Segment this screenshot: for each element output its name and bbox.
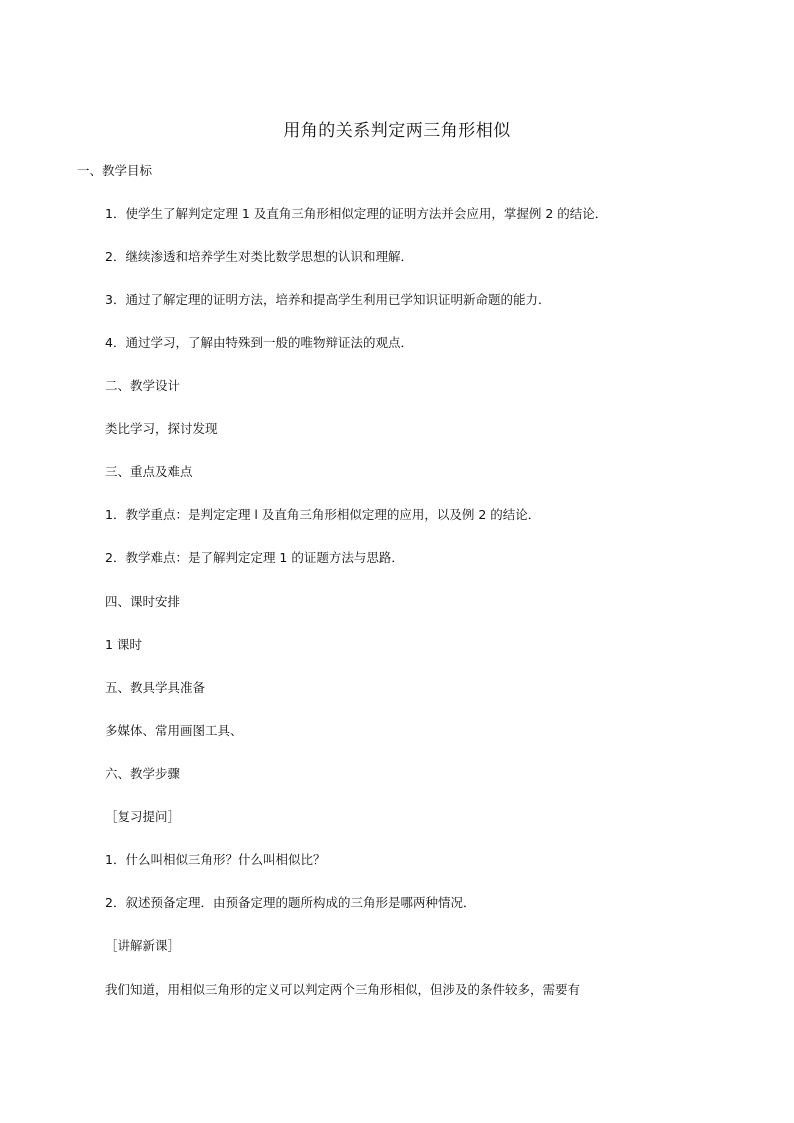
section-heading-teaching-design: 二、教学设计 xyxy=(105,378,181,393)
goal-item-2: 2．继续渗透和培养学生对类比数学思想的认识和理解． xyxy=(105,249,413,264)
goal-item-3: 3．通过了解定理的证明方法，培养和提高学生利用已学知识证明新命题的能力． xyxy=(105,292,551,307)
subheading-new-lesson: ［讲解新课］ xyxy=(105,938,181,953)
paragraph-tools: 多媒体、常用画图工具、 xyxy=(105,723,243,738)
paragraph-design: 类比学习，探讨发现 xyxy=(105,421,218,436)
goal-item-1: 1．使学生了解判定定理 1 及直角三角形相似定理的证明方法并会应用，掌握例 2 的结论． xyxy=(105,206,608,221)
paragraph-schedule: 1 课时 xyxy=(105,637,142,652)
section-heading-tools: 五、教具学具准备 xyxy=(105,680,206,695)
section-heading-key-points: 三、重点及难点 xyxy=(105,464,193,479)
key-point-item-1: 1．教学重点：是判定定理 l 及直角三角形相似定理的应用，以及例 2 的结论． xyxy=(105,507,541,522)
document-title: 用角的关系判定两三角形相似 xyxy=(283,121,511,141)
section-heading-steps: 六、教学步骤 xyxy=(105,766,181,781)
review-question-1: 1．什么叫相似三角形？什么叫相似比？ xyxy=(105,852,326,867)
subheading-review: ［复习提问］ xyxy=(105,809,181,824)
section-heading-schedule: 四、课时安排 xyxy=(105,594,181,609)
goal-item-4: 4．通过学习，了解由特殊到一般的唯物辩证法的观点． xyxy=(105,335,413,350)
key-point-item-2: 2．教学难点：是了解判定定理 1 的证题方法与思路． xyxy=(105,550,404,565)
review-question-2: 2．叙述预备定理．由预备定理的题所构成的三角形是哪两种情况． xyxy=(105,895,476,910)
paragraph-new-lesson: 我们知道，用相似三角形的定义可以判定两个三角形相似，但涉及的条件较多，需要有 xyxy=(105,982,581,997)
section-heading-teaching-goals: 一、教学目标 xyxy=(77,163,153,178)
